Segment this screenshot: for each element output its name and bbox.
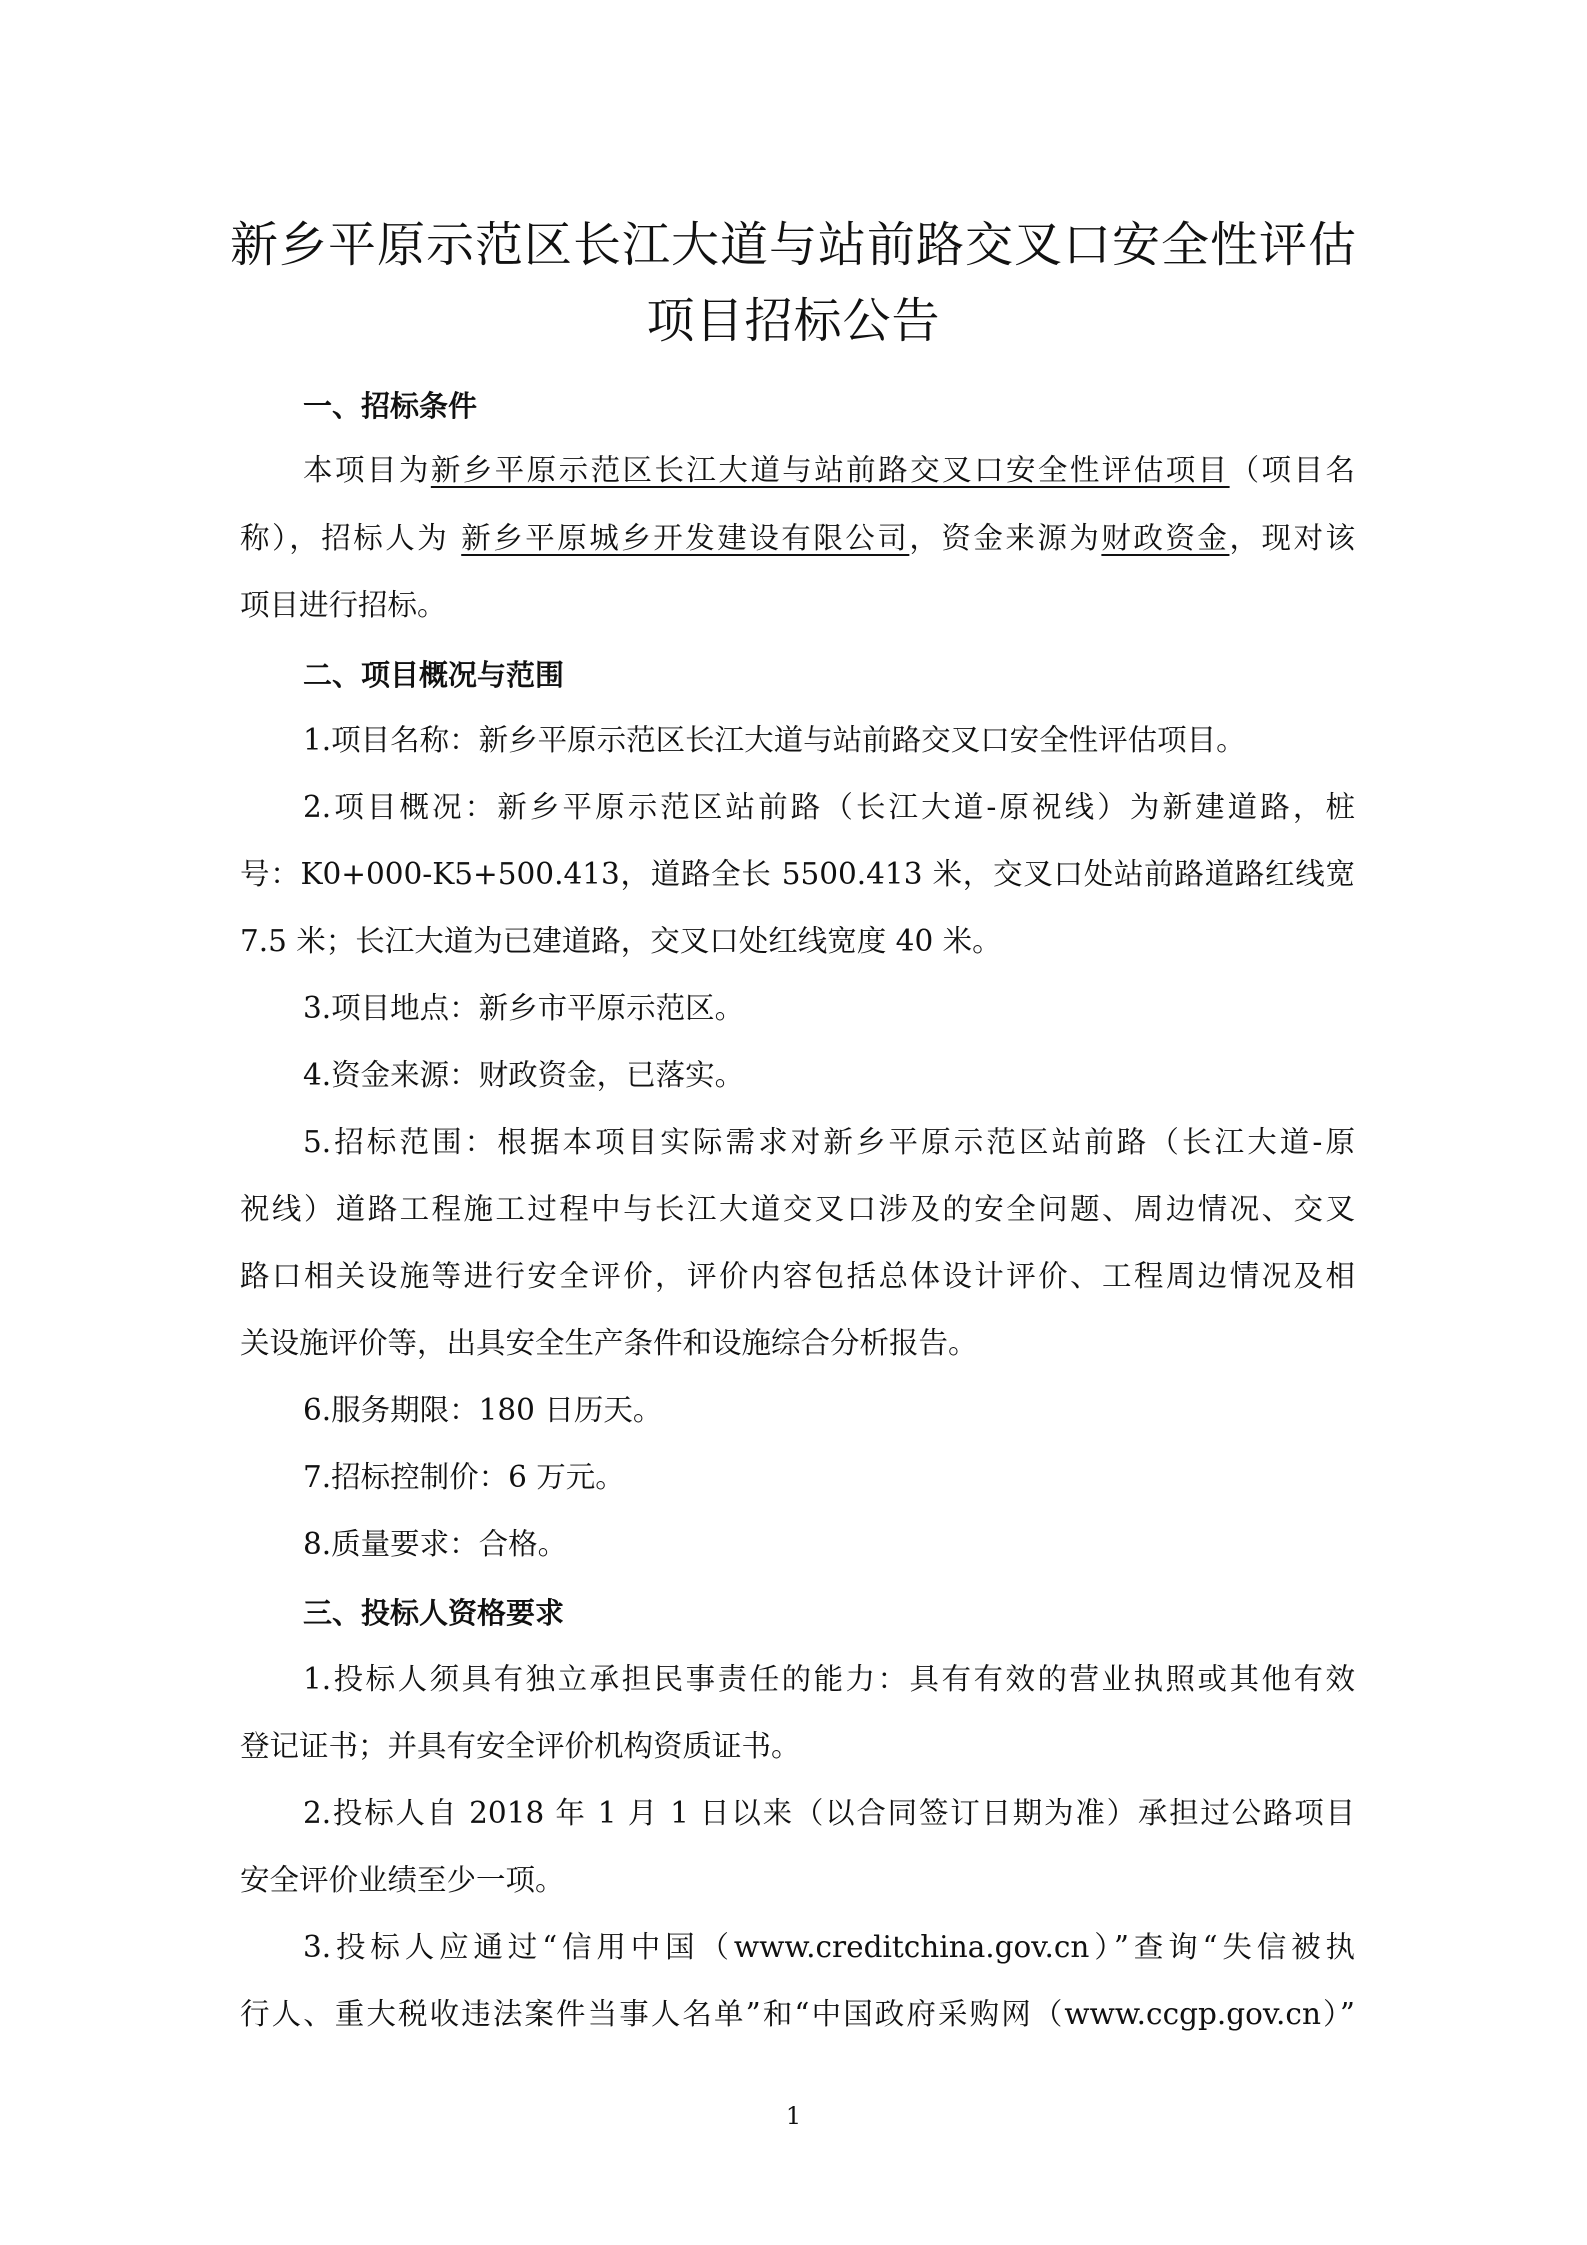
project-name-underlined: 新乡平原示范区长江大道与站前路交叉口安全性评估项目 [430, 453, 1230, 487]
section-1-heading: 一、招标条件 [303, 389, 478, 423]
text: ，现对该 [1229, 521, 1355, 555]
section-1-line-1 [303, 450, 1355, 490]
item-1-project-name: 1.项目名称：新乡平原示范区长江大道与站前路交叉口安全性评估项目。 [303, 723, 1246, 757]
document-title-line-1: 新乡平原示范区长江大道与站前路交叉口安全性评估 [229, 217, 1357, 273]
req-1-line-2: 登记证书；并具有安全评价机构资质证书。 [240, 1729, 801, 1763]
item-5-line-2: 祝线）道路工程施工过程中与长江大道交叉口涉及的安全问题、周边情况、交叉 [240, 1192, 1355, 1226]
section-3-heading: 三、投标人资格要求 [303, 1596, 565, 1630]
item-4-fund-source: 4.资金来源：财政资金，已落实。 [303, 1058, 745, 1092]
item-3-location: 3.项目地点：新乡市平原示范区。 [303, 991, 745, 1025]
req-2-line-2: 安全评价业绩至少一项。 [240, 1863, 565, 1897]
text: 本项目为 [303, 453, 431, 487]
section-1-line-3: 项目进行招标。 [240, 588, 447, 622]
item-2-line-3: 7.5 米；长江大道为已建道路，交叉口处红线宽度 40 米。 [240, 924, 1002, 958]
item-7-control-price: 7.招标控制价：6 万元。 [303, 1460, 625, 1494]
item-8-quality: 8.质量要求：合格。 [303, 1527, 568, 1561]
document-title-line-2: 项目招标公告 [646, 293, 941, 349]
tenderer-underlined: 新乡平原城乡开发建设有限公司 [461, 521, 910, 555]
page-number: 1 [785, 2102, 802, 2130]
text: （项目名 [1229, 453, 1355, 487]
fund-source-underlined: 财政资金 [1101, 521, 1230, 555]
item-5-line-4: 关设施评价等，出具安全生产条件和设施综合分析报告。 [240, 1326, 978, 1360]
item-5-line-1: 5.招标范围：根据本项目实际需求对新乡平原示范区站前路（长江大道-原 [303, 1125, 1355, 1159]
text: ，资金来源为 [909, 521, 1102, 555]
req-3-line-1: 3.投标人应通过“信用中国（www.creditchina.gov.cn）”查询“失信被执 [303, 1930, 1355, 1964]
section-1-line-2 [240, 518, 1355, 558]
item-2-line-2: 号：K0+000-K5+500.413，道路全长 5500.413 米，交叉口处站前路道路红线宽 [240, 857, 1355, 891]
req-2-line-1: 2.投标人自 2018 年 1 月 1 日以来（以合同签订日期为准）承担过公路项目 [303, 1796, 1355, 1830]
req-1-line-1: 1.投标人须具有独立承担民事责任的能力：具有有效的营业执照或其他有效 [303, 1662, 1355, 1696]
text: 称），招标人为 [240, 521, 462, 555]
item-6-service-period: 6.服务期限：180 日历天。 [303, 1393, 663, 1427]
item-5-line-3: 路口相关设施等进行安全评价，评价内容包括总体设计评价、工程周边情况及相 [240, 1259, 1355, 1293]
section-2-heading: 二、项目概况与范围 [303, 658, 565, 692]
req-3-line-2: 行人、重大税收违法案件当事人名单”和“中国政府采购网（www.ccgp.gov.cn）” [240, 1997, 1355, 2031]
item-2-line-1: 2.项目概况：新乡平原示范区站前路（长江大道-原祝线）为新建道路，桩 [303, 790, 1355, 824]
